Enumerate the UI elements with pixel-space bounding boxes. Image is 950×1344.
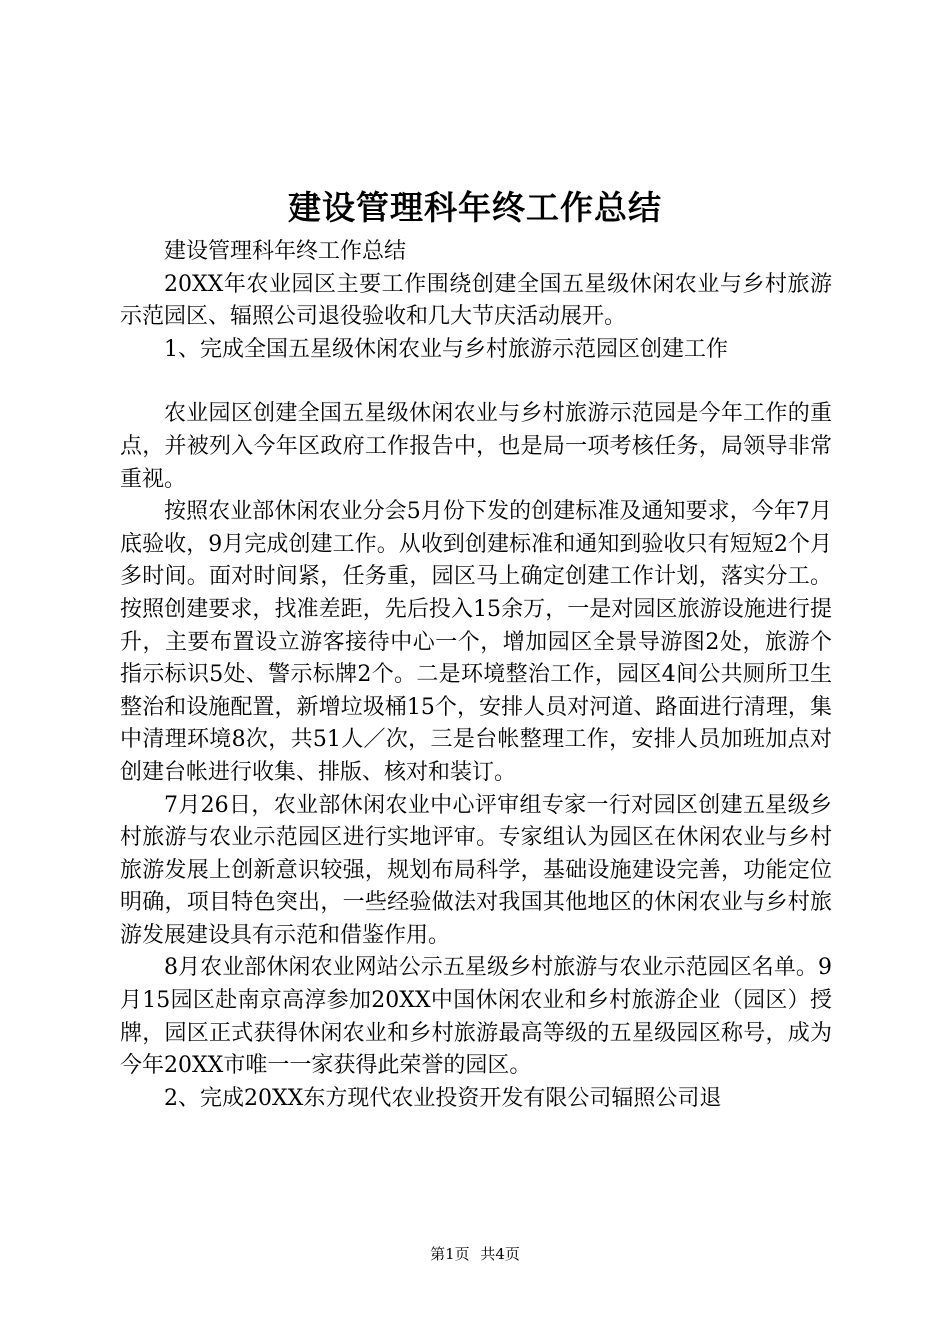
page-total: 共4页 — [480, 1245, 520, 1263]
page-footer — [0, 1244, 950, 1264]
document-body — [120, 236, 832, 1115]
paragraph: 农业园区创建全国五星级休闲农业与乡村旅游示范园是今年工作的重点，并被列入今年区政府工作报告中，也是局一项考核任务，局领导非常重视。 — [120, 401, 832, 492]
paragraph: 8月农业部休闲农业网站公示五星级乡村旅游与农业示范园区名单。9月15园区赴南京高淳参加20XX中国休闲农业和乡村旅游企业（园区）授牌，园区正式获得休闲农业和乡村旅游最高等级的五星级园区称号，成为今年20XX市唯一一家获得此荣誉的园区。 — [120, 955, 832, 1079]
paragraph-subtitle: 建设管理科年终工作总结 — [164, 239, 407, 264]
paragraph: 按照农业部休闲农业分会5月份下发的创建标准及通知要求，今年7月底验收，9月完成创建工作。从收到创建标准和通知到验收只有短短2个月多时间。面对时间紧，任务重，园区马上确定创建工作计划，落实分工。按照创建要求，找准差距，先后投入15余万，一是对园区旅游设施进行提升，主要布置设立游客接待中心一个，增加园区全景导游图2处，旅游个指示标识5处、警示标牌2个。二是环境整治工作，园区4间公共厕所卫生整治和设施配置，新增垃圾桶15个，安排人员对河道、路面进行清理，集中清理环境8次，共51人／次，三是台帐整理工作，安排人员加班加点对创建台帐进行收集、排版、核对和装订。 — [120, 499, 832, 785]
paragraph-intro: 20XX年农业园区主要工作围绕创建全国五星级休闲农业与乡村旅游示范园区、辐照公司退役验收和几大节庆活动展开。 — [120, 271, 832, 330]
document-title: 建设管理科年终工作总结 — [288, 188, 662, 227]
section-heading-1: 1、完成全国五星级休闲农业与乡村旅游示范园区创建工作 — [164, 336, 728, 362]
page-number: 第1页 — [430, 1245, 470, 1263]
section-heading-2: 2、完成20XX东方现代农业投资开发有限公司辐照公司退 — [164, 1085, 722, 1111]
paragraph: 7月26日，农业部休闲农业中心评审组专家一行对园区创建五星级乡村旅游与农业示范园区进行实地评审。专家组认为园区在休闲农业与乡村旅游发展上创新意识较强，规划布局科学，基础设施建设完善，功能定位明确，项目特色突出，一些经验做法对我国其他地区的休闲农业与乡村旅游发展建设具有示范和借鉴作用。 — [120, 792, 832, 948]
